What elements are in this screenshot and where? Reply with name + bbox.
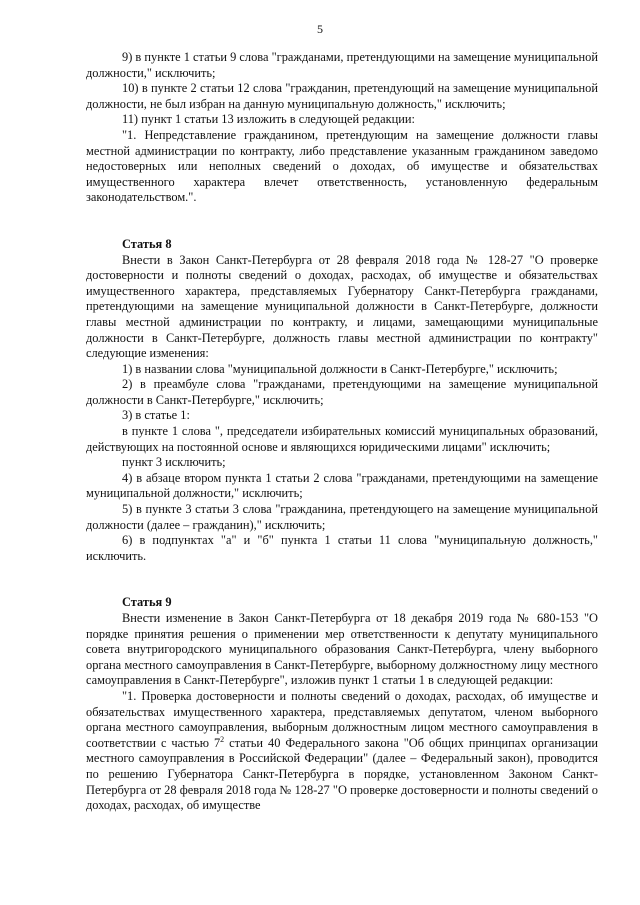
list-item: 4) в абзаце втором пункта 1 статьи 2 слова "гражданами, претендующими на замещение муниципальной должности," исключить; [86,470,598,501]
article-8-intro: Внести в Закон Санкт-Петербурга от 28 февраля 2018 года № 128-27 "О проверке достоверности и полноты сведений о доходах, расходах, об имуществе и обязательствах имущественного характера, представляемых Губернатору Санкт-Петербурга гражданами, претендующими на замещение муниципальной должности в Санкт-Петербурге, должности главы местной администрации по контракту, и лицами, замещающими муниципальные должности в Санкт-Петербурге, должность главы местной администрации по контракту" следующие изменения: [86,252,598,361]
list-item: 9) в пункте 1 статьи 9 слова "гражданами, претендующими на замещение муниципальной должности," исключить; [86,50,598,80]
spacer [86,206,598,221]
list-item: 3) в статье 1: [122,408,190,423]
superscript-number: 2 [220,734,225,744]
article-9-intro: Внести изменение в Закон Санкт-Петербурга от 18 декабря 2019 года № 680-153 "О порядке принятия решения о применении мер ответственности к депутату муниципального совета внутригородского муниципального образования Санкт-Петербурга, члену выборного органа местного самоуправления в Санкт-Петербурге, выборному должностному лицу местного самоуправления в Санкт-Петербурге", изложив пункт 1 статьи 1 в следующей редакции: [86,611,598,688]
quote-text-start: "1. Проверка достоверности и полноты сведений о доходах, расходах, об имуществе и обязательствах имущественного характера, представляемых депутатом, членом выборного органа местного самоуправления, выборным должностным лицом местного самоуправления в соответствии с частью 7 [86,688,598,750]
list-item: 10) в пункте 2 статьи 12 слова "гражданин, претендующий на замещение муниципальной должности, не был избран на данную муниципальную должность," исключить; [86,81,598,111]
list-item: пункт 3 исключить; [122,455,226,470]
list-item: 2) в преамбуле слова "гражданами, претендующими на замещение муниципальной должности в Санкт-Петербурге," исключить; [86,377,598,407]
list-item: 6) в подпунктах "а" и "б" пункта 1 статьи 11 слова "муниципальную должность," исключить. [86,533,598,563]
page-content [86,50,598,814]
quote-text-end: статьи 40 Федерального закона "Об общих принципах организации местного самоуправления в Российской Федерации" (далее – Федеральный закон), проводится по решению Губернатора Санкт-Петербурга в порядке, установленном Законом Санкт-Петербурга от 28 февраля 2018 года № 128-27 "О проверке достоверности и полноты сведений о доходах, расходах, об имуществе [86,735,598,813]
list-item: 5) в пункте 3 статьи 3 слова "гражданина, претендующего на замещение муниципальной должности (далее – гражданин)," исключить; [86,502,598,532]
article-9-heading: Статья 9 [122,595,172,610]
quoted-paragraph: "1. Непредставление гражданином, претендующим на замещение должности главы местной администрации по контракту, либо представление указанным гражданином заведомо недостоверных или неполных сведений о доходах, об имуществе и обязательствах имущественного характера влечет ответственность, установленную федеральным законодательством.". [86,127,598,205]
article-8-heading: Статья 8 [122,236,172,251]
list-item: 1) в названии слова "муниципальной должности в Санкт-Петербурге," исключить; [122,361,558,376]
list-item: 11) пункт 1 статьи 13 изложить в следующей редакции: [122,112,415,127]
quoted-paragraph [86,689,598,814]
list-item: в пункте 1 слова ", председатели избирательных комиссий муниципальных образований, действующих на постоянной основе и являющихся юридическими лицами" исключить; [86,424,598,454]
page-number: 5 [317,22,323,36]
spacer [86,564,598,579]
